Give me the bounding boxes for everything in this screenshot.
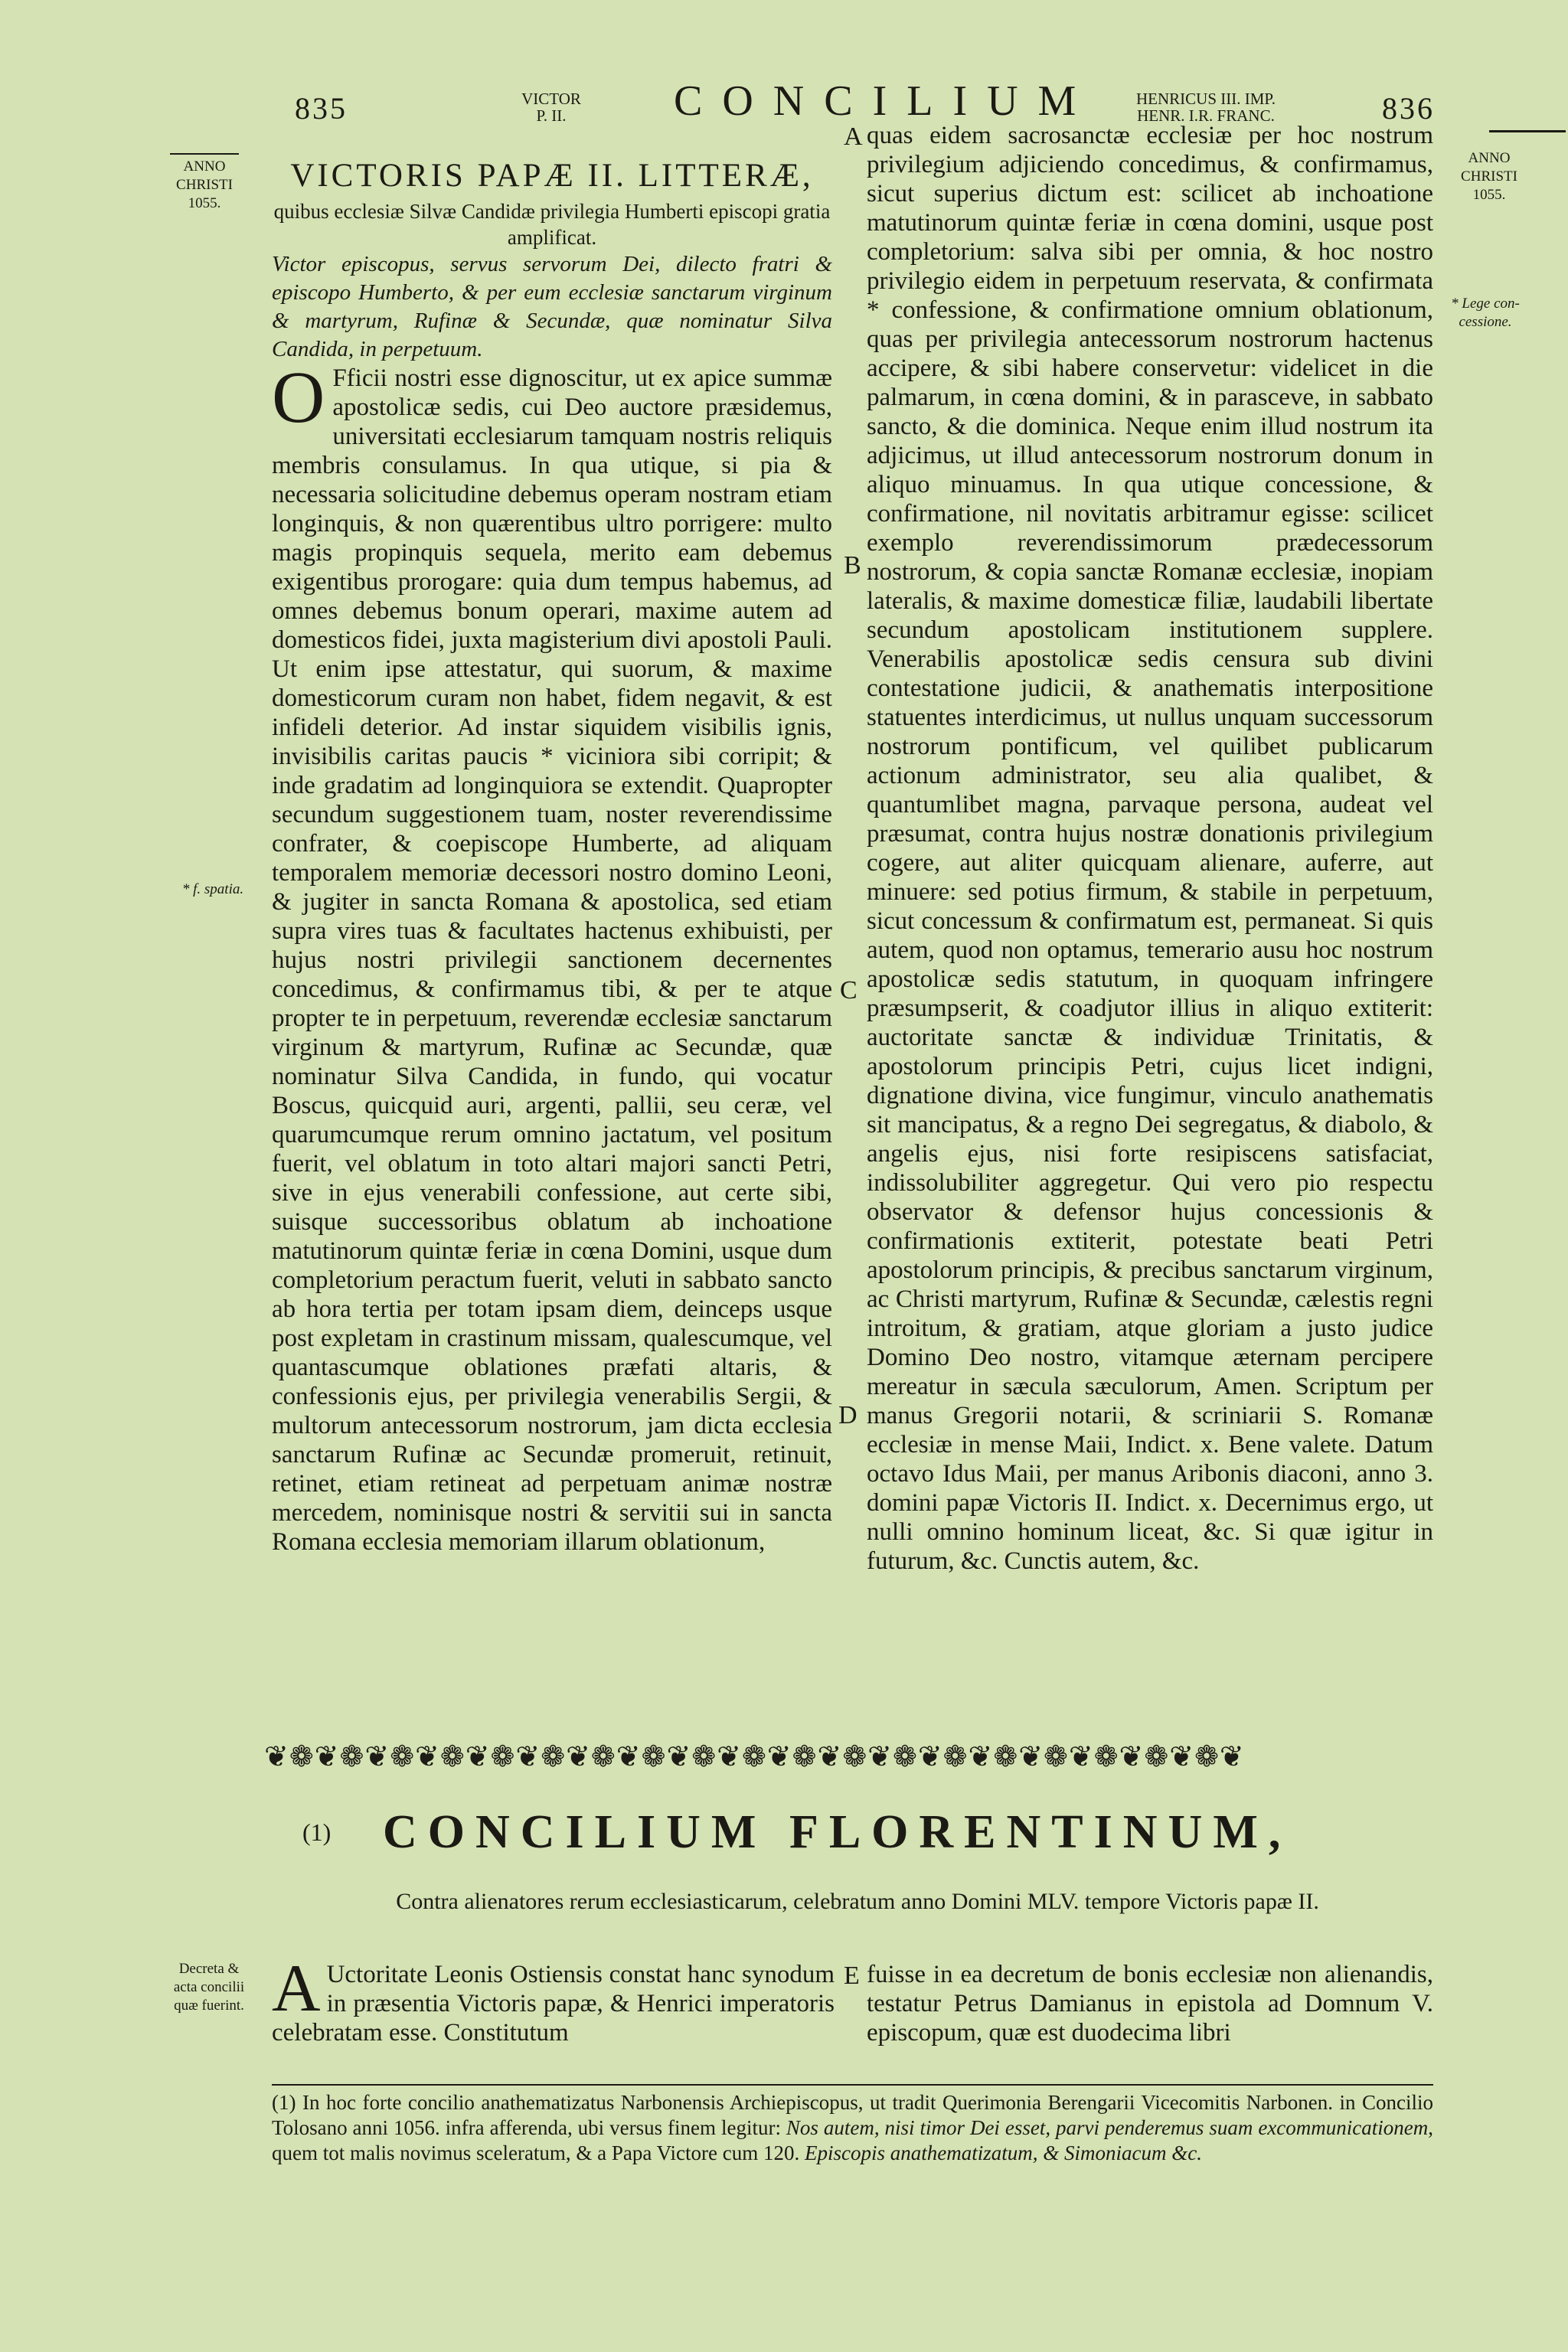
running-head-left [490, 90, 612, 124]
left-column [272, 157, 832, 1557]
council-subtitle: Contra alienatores rerum ecclesiasticarum, celebratum anno Domini MLV. tempore Victoris papæ II. [396, 1889, 1319, 1914]
letter-body [272, 356, 832, 1557]
margin-anno-right-3: 1055. [1472, 187, 1506, 203]
margin-anno-right [1455, 149, 1524, 204]
margin-note-lege-1: * Lege con- [1451, 296, 1520, 312]
council-text-left-body: Uctoritate Leonis Ostiensis constat hanc synodum in præsentia Victoris papæ, & Henrici imperatoris celebratam esse. Constitutum [272, 1961, 835, 2047]
section-letter-c: C [840, 976, 858, 1004]
margin-note-lege [1439, 295, 1531, 332]
margin-anno-right-1: ANNO [1468, 150, 1511, 166]
section-letter-b: B [844, 551, 861, 580]
right-column-text: quas eidem sacrosanctæ ecclesiæ per hoc nostrum privilegium adjiciendo concedimus, & confirmamus, sicut superius dictum est: scilicet ab inchoatione matutinorum quintæ feriæ in cœna domini, usque post completorium: salva sibi per omnia, & hoc nostro privilegio eidem in perpetuum reservata, & confirmata * confessione, & confirmatione omnium oblationum, quas per privilegia antecessorum nostrorum hactenus accipere, & sibi habere conservetur: videlicet in die palmarum, in cœna domini, & in parasceve, in sabbato sancto, & die dominica. Neque enim illud nostrum ita adjicimus, ut illud antecessorum nostrorum donum in aliquo minuamus. In qua utique concessione, & confirmatione, nil novitatis arbitramur egisse: scilicet exemplo reverendissimorum prædecessorum nostrorum, & copia sanctæ Romanæ ecclesiæ, inopiam lateralis, & maxime domesticæ filiæ, laudabili libertate secundum apostolicam institutionem supplere. Venerabilis apostolicæ sedis censura sub divini contestatione judicii, & anathematis interpositione statuentes interdicimus, ut nullus unquam successorum nostrorum pontificum, vel quilibet publicarum actionum administrator, seu alia qualibet, & quantumlibet magna, parvaque persona, audeat vel præsumat, contra hujus nostræ donationis privilegium cogere, aut aliter quicquam alienare, auferre, aut minuere: sed potius firmum, & stabile in perpetuum, sicut concessum & confirmatum est, permaneat. Si quis autem, quod non optamus, temerario ausu hoc nostrum apostolicæ sedis statutum, in quoquam infringere præsumpserit, & coadjutor illius in aliquo extiterit: auctoritate sanctæ & individuæ Trinitatis, & apostolorum principis Petri, cujus licet indigni, dignatione divina, vice fungimur, vinculo anathematis sit mancipatus, & a regno Dei segregatus, & diabolo, & angelis ejus, nisi forte resipiscens satisfaciat, indissolubiliter aggregetur. Qui vero pio respectu observator & defensor hujus concessionis & confirmationis extiterit, potestate beati Petri apostolorum principis, & precibus sanctarum virginum, ac Christi martyrum, Rufinæ & Secundæ, cælestis regni introitum, & gratiam, atque gloriam a justo judice Domino Deo nostro, vitamque æternam percipere mereatur in sæcula sæculorum, Amen. Scriptum per manus Gregorii notarii, & scriniarii S. Romanæ ecclesiæ in mense Maii, Indict. x. Bene valete. Datum octavo Idus Maii, per manus Aribonis diaconi, anno 3. domini papæ Victoris II. Indict. x. Decernimus ergo, ut nulli omnino hominum liceat, &c. Si quæ igitur in futurum, &c. Cunctis autem, &c. [867, 122, 1433, 1575]
margin-anno-left-3: 1055. [188, 195, 221, 211]
footnote-italic-1: Nos autem, nisi timor Dei esset, parvi penderemus suam excommunicationem [786, 2116, 1429, 2139]
letter-salutation: Victor episcopus, servus servorum Dei, dilecto fratri & episcopo Humberto, & per eum ecclesiæ sanctarum virginum & martyrum, Rufinæ & Secundæ, quæ nominatur Silva Candida, in perpetuum. [272, 252, 832, 361]
section-letter-e: E [844, 1962, 860, 1990]
page-number-left: 835 [295, 91, 348, 126]
margin-anno-right-2: CHRISTI [1461, 168, 1517, 185]
ornament-band: ❦❁❦❁❦❁❦❁❦❁❦❁❦❁❦❁❦❁❦❁❦❁❦❁❦❁❦❁❦❁❦❁❦❁❦❁❦❁❦ [264, 1740, 1245, 1773]
footnote-text-2: , quem tot malis novimus sceleratum, & a Papa Victore cum 120. [272, 2116, 1433, 2164]
margin-note-spatia: * f. spatia. [181, 881, 244, 897]
letter-title: VICTORIS PAPÆ II. LITTERÆ, [290, 158, 814, 194]
section-letter-a: A [844, 122, 863, 151]
letter-body-text: Fficii nostri esse dignoscitur, ut ex apice summæ apostolicæ sedis, cui Deo auctore præsidemus, universitati ecclesiarum tamquam nostris reliquis membris consulamus. In qua utique, si pia & necessaria solicitudine debemus operam nostram etiam longinquis, & non quærentibus ultro porrigere: multo magis propinquis sequela, merito eam debemus exigentibus prorogare: quia dum tempus habemus, ad omnes debemus bonum operari, maxime autem ad domesticos fidei, juxta magisterium divi apostoli Pauli. Ut enim ipse attestatur, qui suorum, & maxime domesticorum curam non habet, fidem negavit, & est infideli deterior. Ad instar siquidem visibilis ignis, invisibilis caritas paucis * viciniora sibi corripit; & inde gradatim ad longinquiora se extendit. Quapropter secundum suggestionem tuam, noster reverendissime confrater, & coepiscope Humberte, ad aliquam temporalem memoriæ decessori nostro domino Leoni, & jugiter in sancta Romana & apostolica, sed etiam supra vires tuas & facultates hactenus exhibuisti, per hujus nostri privilegii sanctionem decernentes concedimus, & confirmamus tibi, & per te atque propter te in perpetuum, reverendæ ecclesiæ sanctarum virginum & martyrum, Rufinæ ac Secundæ, quæ nominatur Silva Candida, in fundo, qui vocatur Boscus, quicquid auri, argenti, pallii, seu ceræ, vel quarumcumque rerum omnino jactatum, vel positum fuerit, vel oblatum in toto altari majori sancti Petri, sive in ejus venerabili confessione, aut certe sibi, suisque successoribus oblatum ab inchoatione matutinorum quintæ feriæ in cœna Domini, usque dum completorium peractum fuerit, veluti in sabbato sancto ab hora tertia per totam ipsam diem, deinceps usque post expletam in crastinum missam, qualescumque, vel quantascumque oblationes præfati altaris, & confessionis ejus, per privilegia venerabilis Sergii, & multorum antecessorum nostrorum, jam dicta ecclesia sanctarum Rufinæ ac Secundæ promeruit, retinuit, retinet, etiam retineat ad perpetuam animæ nostræ mercedem, nominisque nostri & servitii sui in sancta Romana ecclesia memoriam illarum oblationum, [272, 364, 832, 1556]
footnote-reference: (1) [302, 1818, 332, 1846]
dropcap-o: O [272, 356, 325, 438]
header-title: CONCILIUM [674, 77, 1096, 125]
letter-subtitle: quibus ecclesiæ Silvæ Candidæ privilegia Humberti episcopi gratia amplificat. [273, 200, 831, 249]
running-head-left-line2: P. II. [536, 106, 567, 125]
margin-anno-left-2: CHRISTI [176, 177, 233, 193]
margin-note-decreta-1: Decreta & [178, 1961, 240, 1977]
margin-note-decreta-3: quæ fuerint. [174, 1998, 244, 2014]
footnote [272, 2090, 1433, 2166]
footnote-rule [272, 2084, 1433, 2086]
margin-note-decreta-2: acta concilii [173, 1979, 245, 1995]
running-head-left-line1: VICTOR [521, 90, 581, 108]
margin-note-lege-2: cessione. [1459, 314, 1512, 330]
running-head-right-line2: HENR. I.R. FRANC. [1137, 106, 1275, 125]
margin-note-decreta [159, 1960, 259, 2015]
section-letter-d: D [838, 1401, 858, 1429]
council-text-right: fuisse in ea decretum de bonis ecclesiæ non alienandis, testatur Petrus Damianus in epistola ad Domnum V. episcopum, quæ est duodecima libri [867, 1961, 1433, 2047]
margin-anno-left [170, 153, 239, 213]
running-head-right [1091, 90, 1321, 124]
dropcap-a: A [272, 1952, 321, 2026]
page-number-right: 836 [1382, 91, 1435, 126]
footnote-italic-2: Episcopis anathematizatum, & Simoniacum &c. [805, 2141, 1202, 2164]
header-rule [1489, 130, 1566, 132]
right-column [867, 121, 1433, 1576]
margin-anno-left-1: ANNO [183, 158, 226, 175]
council-title: CONCILIUM FLORENTINUM, [383, 1806, 1292, 1858]
footnote-text-1: (1) In hoc forte concilio anathematizatus Narbonensis Archiepiscopus, ut tradit Querimonia Berengarii Vicecomitis Narbonen. in Concilio Tolosano anni 1056. infra afferenda, ubi versus finem legitur: [272, 2091, 1433, 2139]
running-head-right-line1: HENRICUS III. IMP. [1135, 90, 1276, 108]
council-text-left [272, 1952, 835, 2047]
